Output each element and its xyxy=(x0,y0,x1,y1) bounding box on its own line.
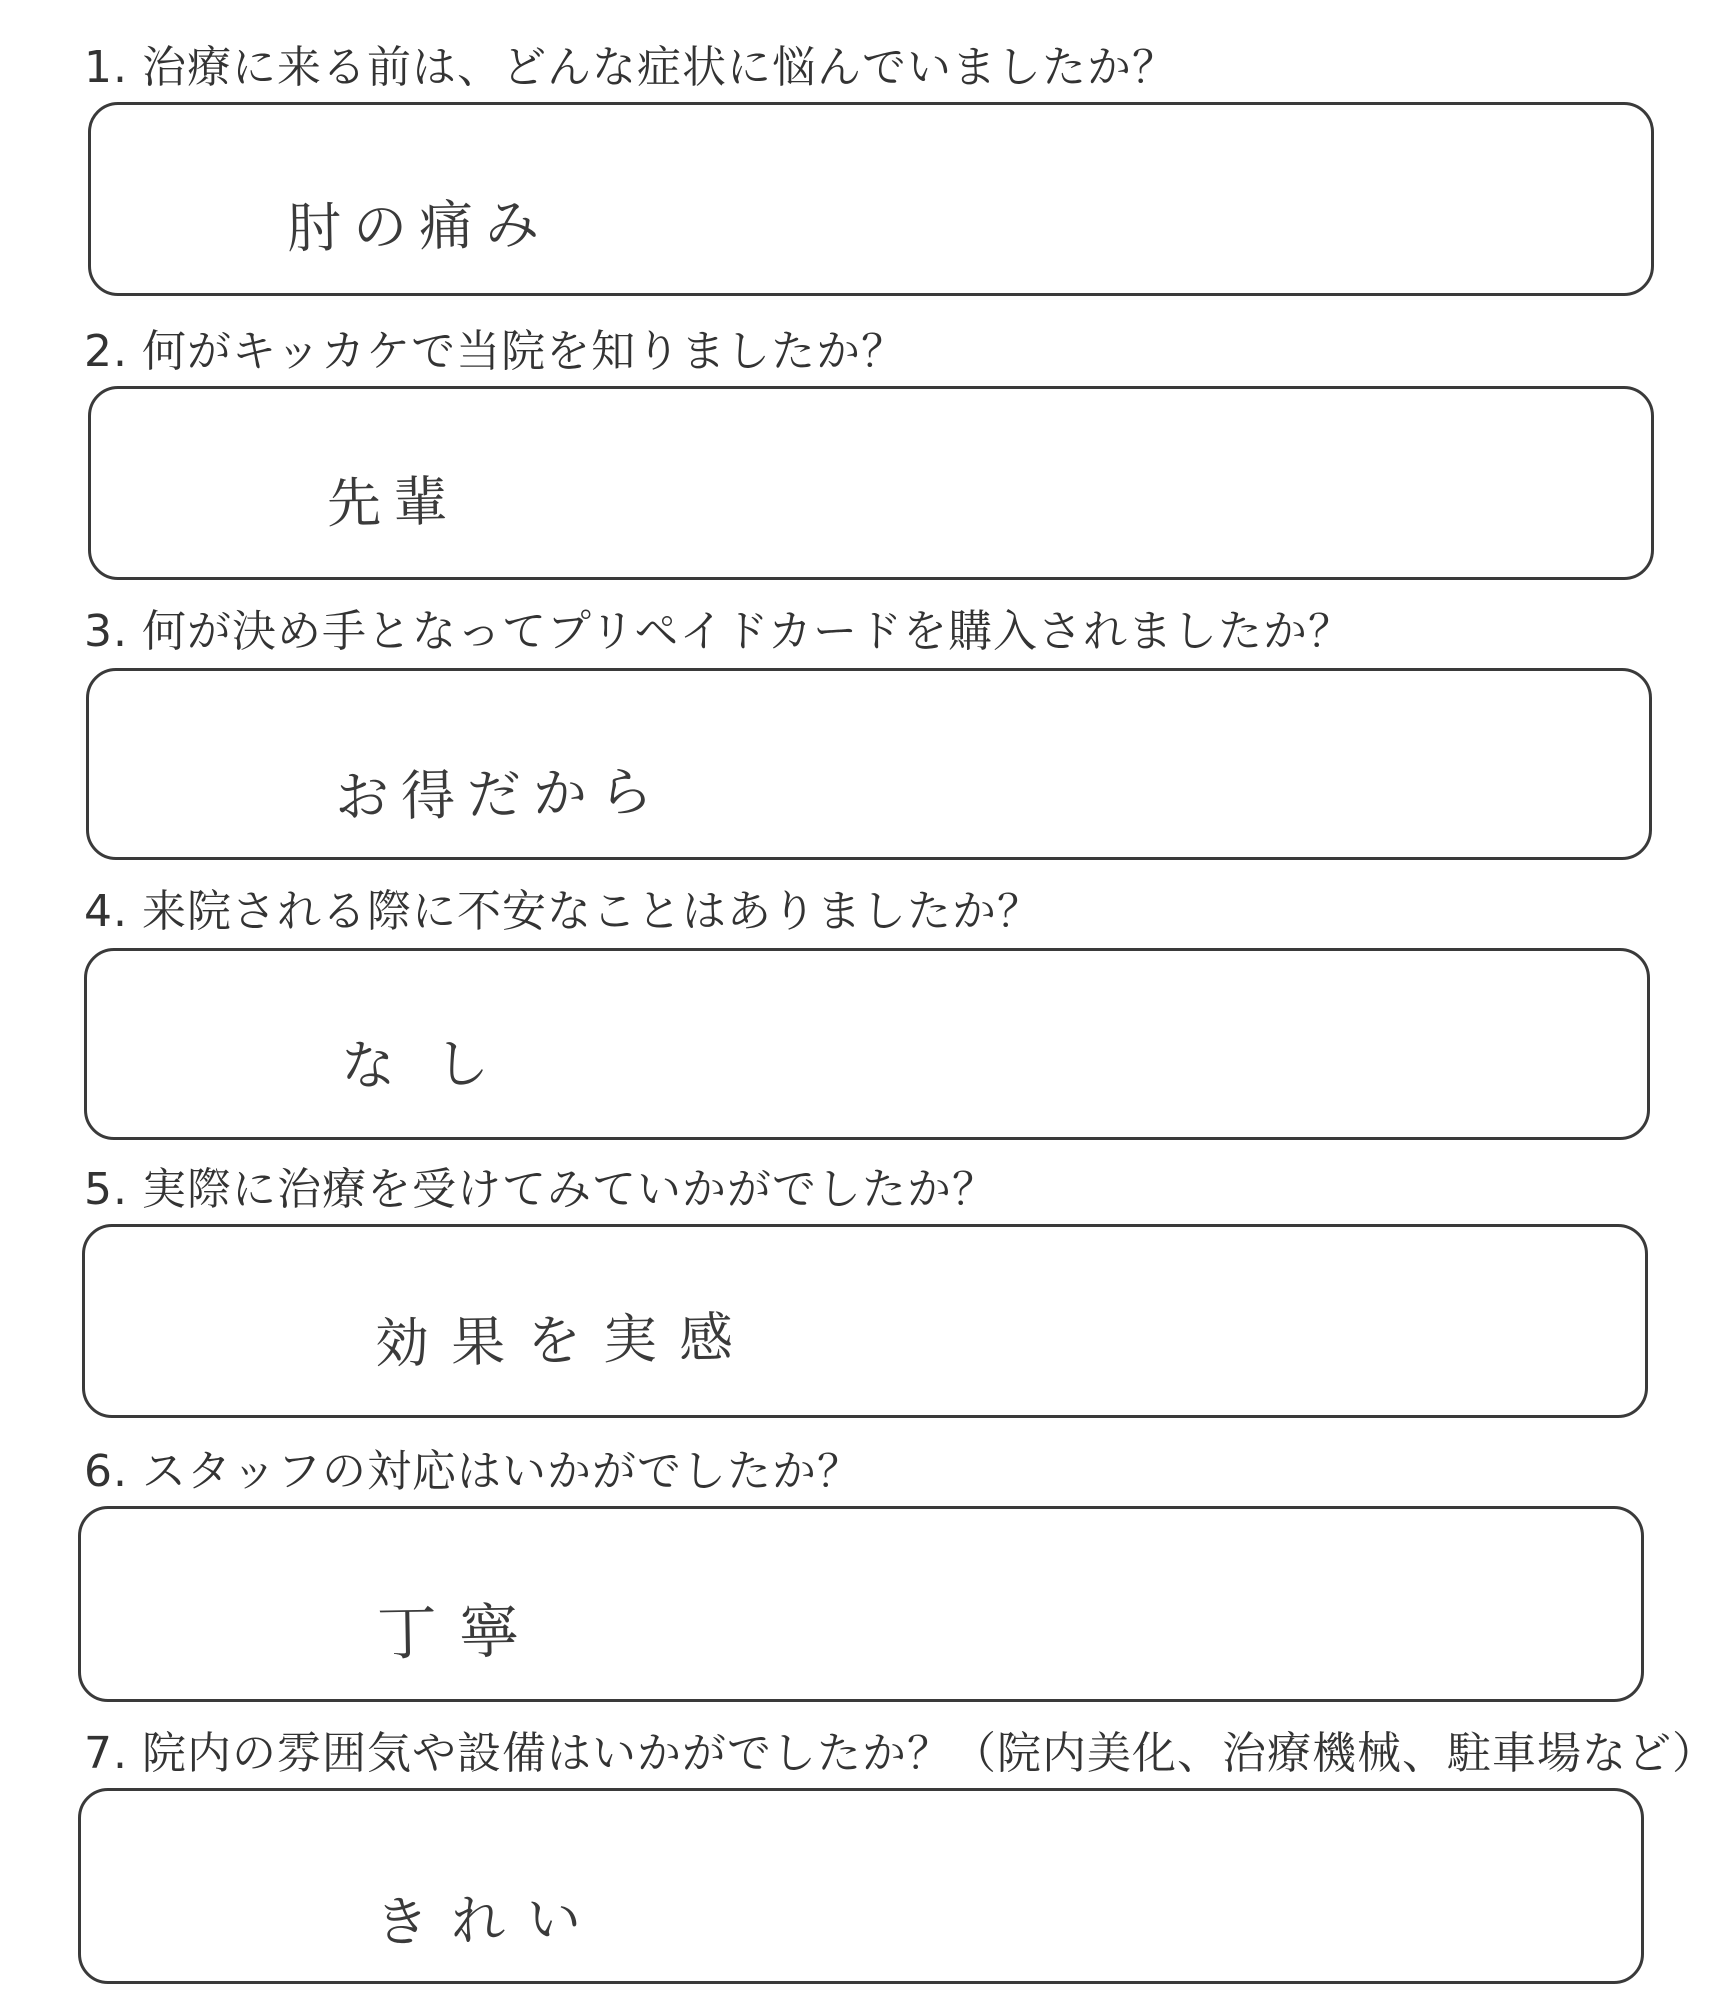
question-text: 院内の雰囲気や設備はいかがでしたか？（院内美化、治療機械、駐車場など） xyxy=(142,1728,1717,1779)
handwritten-answer: お得だから xyxy=(334,760,666,829)
question-number: 6. xyxy=(84,1446,128,1497)
question-4 xyxy=(84,884,1042,940)
question-text: スタッフの対応はいかがでしたか？ xyxy=(142,1446,862,1497)
question-number: 1. xyxy=(84,42,128,93)
handwritten-answer: 肘の痛み xyxy=(286,192,552,261)
handwritten-answer: 丁寧 xyxy=(376,1596,542,1670)
question-text: 治療に来る前は、どんな症状に悩んでいましたか？ xyxy=(142,42,1177,93)
handwritten-answer: 効果を実感 xyxy=(374,1305,756,1376)
answer-box-6 xyxy=(78,1506,1644,1702)
question-number: 4. xyxy=(84,886,128,937)
answer-box-1 xyxy=(88,102,1654,296)
question-2 xyxy=(84,324,906,380)
question-number: 5. xyxy=(84,1164,128,1215)
handwritten-answer: きれい xyxy=(374,1887,604,1954)
question-number: 3. xyxy=(84,606,128,657)
question-text: 実際に治療を受けてみていかがでしたか？ xyxy=(142,1164,997,1215)
handwritten-answer: なし xyxy=(340,1031,530,1098)
answer-box-5 xyxy=(82,1224,1648,1418)
question-number: 2. xyxy=(84,326,128,377)
answer-box-4 xyxy=(84,948,1650,1140)
question-text: 何がキッカケで当院を知りましたか？ xyxy=(142,326,907,377)
handwritten-answer: 先輩 xyxy=(326,469,460,536)
question-text: 来院される際に不安なことはありましたか？ xyxy=(142,886,1042,937)
question-7 xyxy=(84,1726,1717,1782)
answer-box-2 xyxy=(88,386,1654,580)
question-number: 7. xyxy=(84,1728,128,1779)
question-3 xyxy=(84,604,1353,660)
question-1 xyxy=(84,40,1177,96)
question-6 xyxy=(84,1444,862,1500)
question-5 xyxy=(84,1162,997,1218)
answer-box-7 xyxy=(78,1788,1644,1984)
question-text: 何が決め手となってプリペイドカードを購入されましたか？ xyxy=(142,606,1354,657)
answer-box-3 xyxy=(86,668,1652,860)
